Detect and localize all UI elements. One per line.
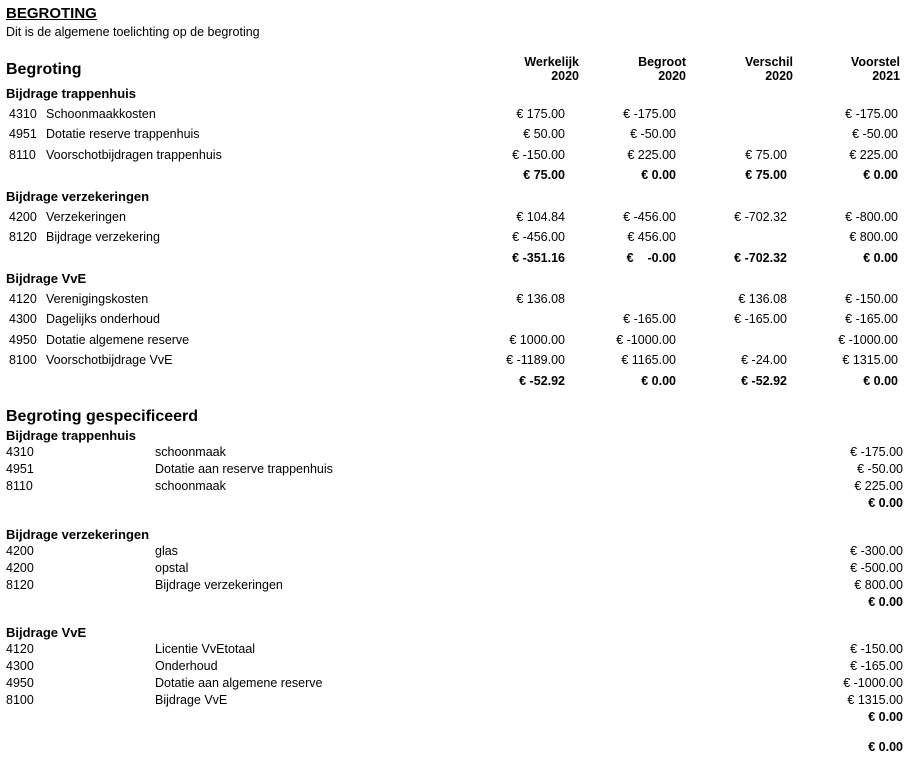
- column-header-voorstel: [830, 55, 900, 83]
- account-description: Verzekeringen: [46, 210, 126, 224]
- spec-value: € 225.00: [854, 479, 903, 493]
- spec-description: Dotatie aan reserve trappenhuis: [155, 462, 333, 476]
- spec-code: 4310: [6, 445, 34, 459]
- spec-row: [0, 561, 912, 578]
- account-description: Dotatie algemene reserve: [46, 333, 190, 347]
- table-row: [0, 353, 912, 373]
- column-header-werkelijk: [509, 55, 579, 83]
- column-header-line: Verschil: [745, 55, 793, 69]
- value-voorstel: € 1315.00: [842, 353, 898, 367]
- column-header-line: 2021: [872, 69, 900, 83]
- spec-value: € -50.00: [857, 462, 903, 476]
- spec-code: 4300: [6, 659, 34, 673]
- account-description: Dotatie reserve trappenhuis: [46, 127, 200, 141]
- value-verschil: € -165.00: [734, 312, 787, 326]
- spec-total-value: € 0.00: [868, 710, 903, 724]
- column-header-line: Voorstel: [850, 55, 900, 69]
- account-description: Voorschotbijdragen trappenhuis: [46, 148, 222, 162]
- spec-code: 4950: [6, 676, 34, 690]
- column-header-line: 2020: [551, 69, 579, 83]
- value-voorstel: € -50.00: [852, 127, 898, 141]
- value-voorstel: € 225.00: [849, 148, 898, 162]
- account-description: Verenigingskosten: [46, 292, 149, 306]
- total-werkelijk: € 75.00: [523, 168, 565, 182]
- column-header-begroot: [616, 55, 686, 83]
- spec-total-row: [0, 595, 912, 612]
- spec-description: opstal: [155, 561, 189, 575]
- total-verschil: € -52.92: [741, 374, 787, 388]
- table-row: [0, 292, 912, 312]
- group-total-row: [0, 168, 912, 188]
- value-werkelijk: € 1000.00: [509, 333, 565, 347]
- total-werkelijk: € -351.16: [512, 251, 565, 265]
- value-begroot: € 225.00: [627, 148, 676, 162]
- value-voorstel: € -165.00: [845, 312, 898, 326]
- spec-code: 8110: [6, 479, 33, 493]
- account-code: 4951: [9, 127, 37, 141]
- value-verschil: € -702.32: [734, 210, 787, 224]
- value-verschil: € 136.08: [738, 292, 787, 306]
- account-description: Bijdrage verzekering: [46, 230, 160, 244]
- grand-total-value: € 0.00: [868, 740, 903, 754]
- spec-value: € -1000.00: [843, 676, 903, 690]
- spec-row: [0, 462, 912, 479]
- account-code: 4200: [9, 210, 37, 224]
- document-subtitle: Dit is de algemene toelichting op de begroting: [6, 25, 260, 39]
- total-verschil: € -702.32: [734, 251, 787, 265]
- value-begroot: € -50.00: [630, 127, 676, 141]
- total-begroot: € 0.00: [641, 374, 676, 388]
- spec-description: schoonmaak: [155, 479, 226, 493]
- spec-value: € -175.00: [850, 445, 903, 459]
- spec-description: Licentie VvEtotaal: [155, 642, 256, 656]
- spec-row: [0, 578, 912, 595]
- account-description: Voorschotbijdrage VvE: [46, 353, 173, 367]
- spec-total-row: [0, 496, 912, 513]
- value-begroot: € -175.00: [623, 107, 676, 121]
- value-voorstel: € -800.00: [845, 210, 898, 224]
- account-code: 4310: [9, 107, 37, 121]
- spec-value: € -500.00: [850, 561, 903, 575]
- value-voorstel: € -175.00: [845, 107, 898, 121]
- account-code: 8110: [9, 148, 36, 162]
- account-code: 4300: [9, 312, 37, 326]
- spec-value: € -300.00: [850, 544, 903, 558]
- account-description: Dagelijks onderhoud: [46, 312, 160, 326]
- spec-row: [0, 479, 912, 496]
- group-heading-vve: Bijdrage VvE: [6, 271, 87, 286]
- value-voorstel: € 800.00: [849, 230, 898, 244]
- spec-description: Bijdrage verzekeringen: [155, 578, 283, 592]
- spec-code: 8120: [6, 578, 34, 592]
- total-werkelijk: € -52.92: [519, 374, 565, 388]
- value-voorstel: € -150.00: [845, 292, 898, 306]
- table-row: [0, 148, 912, 168]
- spec-row: [0, 659, 912, 676]
- column-header-verschil: [723, 55, 793, 83]
- spec-code: 4200: [6, 561, 34, 575]
- total-voorstel: € 0.00: [863, 374, 898, 388]
- spec-description: Onderhoud: [155, 659, 218, 673]
- group-heading-verzekeringen: Bijdrage verzekeringen: [6, 189, 150, 204]
- column-header-line: 2020: [765, 69, 793, 83]
- value-begroot: € -456.00: [623, 210, 676, 224]
- spec-row: [0, 676, 912, 693]
- table-row: [0, 210, 912, 230]
- value-begroot: € -165.00: [623, 312, 676, 326]
- document-title: BEGROTING: [6, 5, 97, 22]
- group-total-row: [0, 251, 912, 271]
- group-heading-trappenhuis: Bijdrage trappenhuis: [6, 86, 137, 101]
- account-description: Schoonmaakkosten: [46, 107, 156, 121]
- spec-total-value: € 0.00: [868, 496, 903, 510]
- account-code: 4120: [9, 292, 37, 306]
- spec-description: glas: [155, 544, 178, 558]
- account-code: 8100: [9, 353, 37, 367]
- value-verschil: € -24.00: [741, 353, 787, 367]
- spec-value: € -150.00: [850, 642, 903, 656]
- spec-group-heading-vve: Bijdrage VvE: [6, 625, 87, 640]
- column-header-line: Werkelijk: [524, 55, 579, 69]
- value-voorstel: € -1000.00: [838, 333, 898, 347]
- section-begroting-heading: Begroting: [6, 61, 82, 78]
- spec-code: 4951: [6, 462, 34, 476]
- spec-code: 4120: [6, 642, 34, 656]
- spec-row: [0, 544, 912, 561]
- spec-description: Bijdrage VvE: [155, 693, 228, 707]
- total-voorstel: € 0.00: [863, 168, 898, 182]
- spec-group-heading-trappenhuis: Bijdrage trappenhuis: [6, 428, 137, 443]
- total-voorstel: € 0.00: [863, 251, 898, 265]
- total-begroot: € 0.00: [641, 168, 676, 182]
- spec-description: schoonmaak: [155, 445, 226, 459]
- spec-row: [0, 693, 912, 710]
- spec-value: € -165.00: [850, 659, 903, 673]
- spec-value: € 1315.00: [847, 693, 903, 707]
- value-verschil: € 75.00: [745, 148, 787, 162]
- spec-code: 4200: [6, 544, 34, 558]
- spec-value: € 800.00: [854, 578, 903, 592]
- value-werkelijk: € 50.00: [523, 127, 565, 141]
- value-werkelijk: € -150.00: [512, 148, 565, 162]
- account-code: 4950: [9, 333, 37, 347]
- total-verschil: € 75.00: [745, 168, 787, 182]
- value-werkelijk: € 175.00: [516, 107, 565, 121]
- table-row: [0, 127, 912, 147]
- value-begroot: € -1000.00: [616, 333, 676, 347]
- total-begroot: € -0.00: [626, 251, 676, 265]
- column-header-line: 2020: [658, 69, 686, 83]
- column-header-line: Begroot: [638, 55, 686, 69]
- table-row: [0, 107, 912, 127]
- group-total-row: [0, 374, 912, 394]
- table-row: [0, 333, 912, 353]
- spec-row: [0, 445, 912, 462]
- table-row: [0, 230, 912, 250]
- value-begroot: € 456.00: [627, 230, 676, 244]
- value-werkelijk: € -456.00: [512, 230, 565, 244]
- spec-row: [0, 642, 912, 659]
- section-gespecificeerd-heading: Begroting gespecificeerd: [6, 408, 199, 425]
- grand-total-row: [0, 740, 912, 757]
- spec-group-heading-verzekeringen: Bijdrage verzekeringen: [6, 527, 150, 542]
- account-code: 8120: [9, 230, 37, 244]
- spec-total-value: € 0.00: [868, 595, 903, 609]
- value-werkelijk: € -1189.00: [506, 353, 565, 367]
- spec-total-row: [0, 710, 912, 727]
- value-werkelijk: € 136.08: [516, 292, 565, 306]
- value-werkelijk: € 104.84: [516, 210, 565, 224]
- value-begroot: € 1165.00: [621, 353, 676, 367]
- table-row: [0, 312, 912, 332]
- spec-code: 8100: [6, 693, 34, 707]
- spec-description: Dotatie aan algemene reserve: [155, 676, 323, 690]
